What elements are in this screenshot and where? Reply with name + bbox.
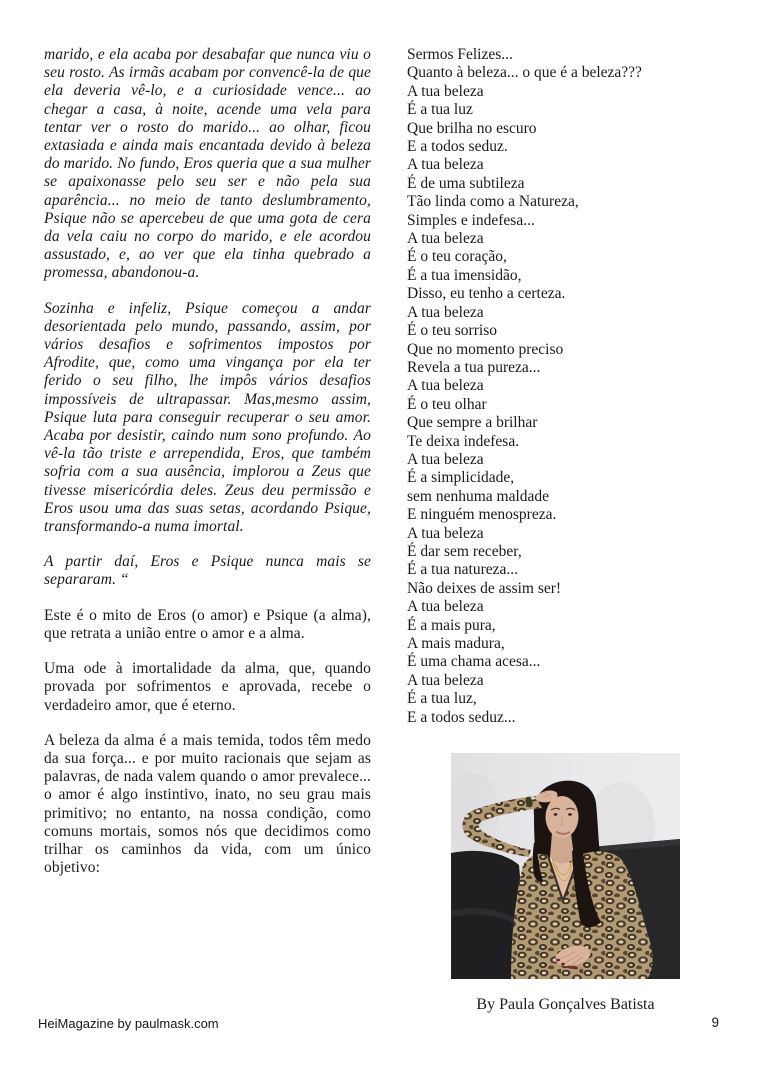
story-paragraph: Sozinha e infeliz, Psique começou a andar desorientada pelo mundo, passando, assim, por vários desafios e sofrimentos impostos por Afrodite, que, como uma vingança por ela ter ferido o seu filho, lhe impôs vários desafios impossíveis de ultrapassar. Mas,mesmo assim, Psique luta para conseguir recuperar o seu amor. Acaba por desistir, caindo num sono profundo. Ao vê-la tão triste e arrependida, Eros, que também sofria com a sua ausência, implorou a Zeus que tivesse misericórdia deles. Zeus deu permissão e Eros usou uma das suas setas, acordando Psique, transformando-a numa imortal.: [44, 299, 371, 536]
page-number: 9: [711, 1015, 719, 1030]
story-paragraph: marido, e ela acaba por desabafar que nunca viu o seu rosto. As irmãs acabam por convencê-la de que ela deveria vê-lo, e a curiosidade vence... ao chegar a casa, à noite, acende uma vela para tentar ver o rosto do marido... ao olhar, ficou extasiada e ainda mais encantada devido à beleza do marido. No fundo, Eros queria que a sua mulher se apaixonasse pelo seu ser e não pela sua aparência... no meio de tanto deslumbramento, Psique não se apercebeu de que uma gota de cera da vela caiu no corpo do marido, e ele acordou assustado, e, ao ver que ela tinha quebrado a promessa, abandonou-a.: [44, 46, 371, 282]
poem-line: A tua beleza: [407, 303, 484, 321]
poem-line: Disso, eu tenho a certeza.: [407, 285, 566, 303]
poem-line: A tua beleza: [407, 524, 484, 542]
poem-line: Que no momento preciso: [407, 340, 564, 358]
poem-line: Que sempre a brilhar: [407, 414, 538, 432]
story-paragraph: Uma ode à imortalidade da alma, que, quando provada por sofrimentos e aprovada, recebe o verdadeiro amor, que é eterno.: [44, 660, 371, 714]
footer-magazine-credit: HeiMagazine by paulmask.com: [38, 1016, 219, 1031]
poem-line: É a tua natureza...: [407, 561, 519, 579]
poem-line: É a tua imensidão,: [407, 266, 522, 284]
poem-line: Não deixes de assim ser!: [407, 579, 562, 597]
poem-line: É a mais pura,: [407, 616, 496, 634]
poem-line: A tua beleza: [407, 598, 484, 616]
poem-line: A tua beleza: [407, 377, 484, 395]
poem-line: A tua beleza: [407, 450, 484, 468]
poem-line: Revela a tua pureza...: [407, 358, 541, 376]
poem-line: É de uma subtileza: [407, 174, 525, 192]
poem-line: A tua beleza: [407, 230, 484, 248]
poem-line: Simples e indefesa...: [407, 211, 535, 229]
author-photo: [451, 753, 680, 979]
poem-line: A tua beleza: [407, 671, 484, 689]
poem-line: É dar sem receber,: [407, 542, 522, 560]
story-column: [44, 46, 371, 894]
poem-line: É o teu olhar: [407, 395, 487, 413]
poem-line: É o teu coração,: [407, 248, 507, 266]
poem-line: E a todos seduz...: [407, 708, 516, 726]
poem-column: [407, 46, 742, 727]
photo-caption: By Paula Gonçalves Batista: [476, 996, 655, 1013]
poem-line: A tua beleza: [407, 82, 484, 100]
story-paragraph: A partir daí, Eros e Psique nunca mais se separaram. “: [44, 553, 371, 589]
poem-line: Sermos Felizes...: [407, 46, 513, 63]
poem-line: É a tua luz,: [407, 690, 477, 708]
poem-line: É o teu sorriso: [407, 322, 497, 340]
poem-line: É a tua luz: [407, 101, 473, 119]
poem-line: Que brilha no escuro: [407, 119, 537, 137]
poem-line: E ninguém menospreza.: [407, 506, 557, 524]
poem-line: É a simplicidade,: [407, 469, 515, 487]
poem-line: Te deixa indefesa.: [407, 432, 520, 450]
poem-line: É uma chama acesa...: [407, 653, 541, 671]
poem-line: sem nenhuma maldade: [407, 487, 550, 505]
poem-line: A tua beleza: [407, 156, 484, 174]
poem-line: E a todos seduz.: [407, 138, 508, 156]
poem-line: Quanto à beleza... o que é a beleza???: [407, 64, 642, 82]
story-paragraph: A beleza da alma é a mais temida, todos têm medo da sua força... e por muito racionais que sejam as palavras, de nada valem quando o amor prevalece... o amor é algo instintivo, inato, no seu grau mais primitivo; no entanto, na nossa condição, como comuns mortais, somos nós que decidimos como trilhar os caminhos da vida, com um único objetivo:: [44, 731, 371, 877]
poem-line: A mais madura,: [407, 635, 505, 652]
poem-line: Tão linda como a Natureza,: [407, 193, 579, 211]
story-paragraph: Este é o mito de Eros (o amor) e Psique (a alma), que retrata a união entre o amor e a alma.: [44, 606, 371, 642]
